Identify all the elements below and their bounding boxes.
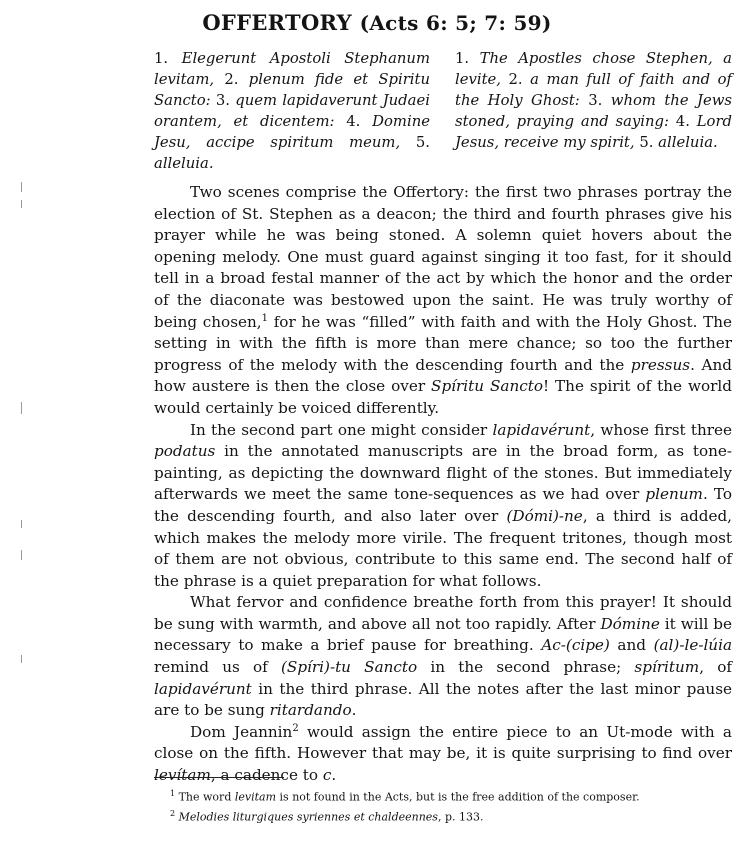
english-phrase-3: whom the Jews stoned, praying and saying:: [455, 92, 732, 130]
latin-phrase-3: quem lapidaverunt Judaei orantem, et dicentem:: [154, 92, 430, 130]
english-text-column: [455, 48, 732, 153]
phrase-number: 5.: [639, 134, 654, 151]
footnote-ref-1: 1: [261, 312, 268, 324]
commentary-paragraph-4: Dom Jeannin$^2$ would assign the entire piece to an Ut-mode with a close on the fifth. However that may be, it is quite surprising to find over levítam, a cadence to c.: [154, 722, 732, 785]
english-phrase-1: The Apostles chose Stephen, a levite,: [455, 50, 732, 88]
latin-text-column: [154, 48, 430, 174]
english-phrase-4: Lord Jesus, receive my spirit,: [455, 113, 732, 151]
margin-mark: [21, 655, 22, 663]
margin-mark: [21, 200, 22, 208]
commentary-paragraph-3: What fervor and confidence breathe forth from this prayer! It should be sung with warmth, and above all not too rapidly. After Dómine it will be necessary to make a brief pause for breathing. Ac-(cipe) and (al)-le-lúia remind us of (Spíri)-tu Sancto in the second phrase; spíritum, of lapidavérunt in the third phrase. All the notes after the last minor pause are to be sung ritardando.: [154, 593, 733, 720]
footnote-2: $^2$ Melodies liturgiques syriennes et chaldeennes, p. 133.: [170, 808, 484, 824]
phrase-number: 3.: [215, 92, 230, 109]
footnote-divider: [154, 777, 284, 778]
commentary: [154, 182, 732, 787]
footnote-ref-2: 2: [292, 722, 299, 734]
footnotes: [170, 786, 740, 825]
phrase-number: 2.: [508, 71, 523, 88]
phrase-number: 2.: [224, 71, 239, 88]
latin-phrase-1: Elegerunt Apostoli Stephanum levitam,: [154, 50, 430, 88]
phrase-number: 5.: [415, 134, 430, 151]
latin-phrase-4: Domine Jesu, accipe spiritum meum,: [154, 113, 430, 151]
footnote-1: $^1$ The word levitam is not found in the Acts, but is the free addition of the composer.: [170, 789, 640, 804]
phrase-number: 1.: [455, 50, 470, 67]
commentary-paragraph-2: In the second part one might consider lapidavérunt, whose first three podatus in the annotated manuscripts are in the broad form, as tone-painting, as depicting the downward flight of the stones. But immediately afterwards we meet the same tone-sequences as we had over plenum. To the descending fourth, and also later over (Dómi)-ne, a third is added, which makes the melody more virile. The frequent tritones, though most of them are not obvious, contribute to this same end. The second half of the phrase is a quiet preparation for what follows.: [154, 420, 733, 590]
latin-phrase-5: alleluia.: [154, 155, 214, 172]
phrase-number: 4.: [346, 113, 361, 130]
heading-reference: (Acts 6: 5; 7: 59): [359, 11, 552, 35]
heading-title: OFFERTORY: [202, 10, 352, 35]
margin-mark: [21, 402, 22, 414]
english-phrase-5: alleluia.: [658, 134, 718, 151]
margin-mark: [21, 520, 22, 528]
english-phrase-2: a man full of faith and of the Holy Ghost:: [455, 71, 732, 109]
margin-mark: [21, 550, 22, 560]
commentary-paragraph-1: Two scenes comprise the Offertory: the first two phrases portray the election of St. Stephen as a deacon; the third and fourth phrases give his prayer while he was being stoned. A solemn quiet hovers about the opening melody. One must guard against singing it too fast, for it should tell in a broad festal manner of the act by which the honor and the order of the diaconate was bestowed upon the saint. He was truly worthy of being chosen,$^1$ for he was “filled” with faith and with the Holy Ghost. The setting in with the fifth is more than mere chance; so too the further progress of the melody with the descending fourth and the pressus. And how austere is then the close over Spíritu Sancto! The spirit of the world would certainly be voiced differently.: [154, 183, 732, 417]
latin-phrase-2: plenum fide et Spiritu Sancto:: [154, 71, 430, 109]
margin-mark: [21, 182, 22, 192]
phrase-number: 3.: [588, 92, 603, 109]
phrase-number: 1.: [154, 50, 169, 67]
phrase-number: 4.: [675, 113, 690, 130]
page-heading: [0, 10, 754, 35]
